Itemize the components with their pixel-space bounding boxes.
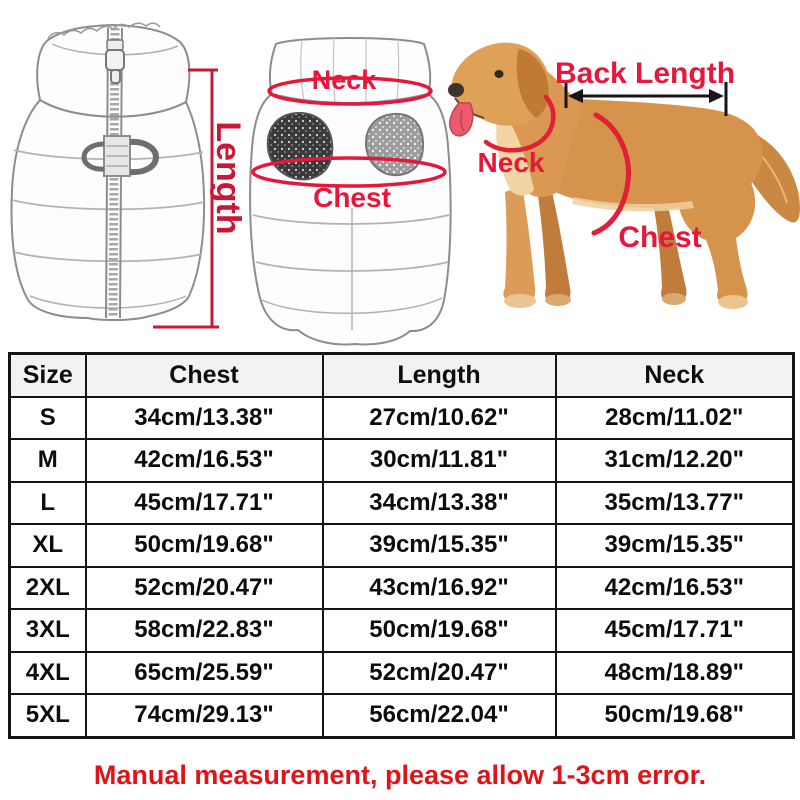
length-cell: 30cm/11.81": [323, 439, 556, 482]
neck-cell: 50cm/19.68": [556, 694, 794, 737]
chest-cell: 58cm/22.83": [86, 609, 323, 652]
neck-cell: 28cm/11.02": [556, 397, 794, 440]
armhole-right: [366, 114, 423, 175]
neck-cell: 35cm/13.77": [556, 482, 794, 525]
table-row: [10, 652, 794, 695]
col-neck: Neck: [556, 354, 794, 397]
col-chest: Chest: [86, 354, 323, 397]
vest-chest-label: Chest: [313, 182, 391, 213]
size-cell: S: [10, 397, 86, 440]
size-table: [8, 352, 795, 739]
size-cell: 2XL: [10, 567, 86, 610]
table-row: [10, 694, 794, 737]
size-cell: M: [10, 439, 86, 482]
table-row: [10, 439, 794, 482]
table-row: [10, 482, 794, 525]
neck-cell: 31cm/12.20": [556, 439, 794, 482]
length-cell: 52cm/20.47": [323, 652, 556, 695]
neck-cell: 39cm/15.35": [556, 524, 794, 567]
table-row: [10, 609, 794, 652]
table-row: [10, 524, 794, 567]
vest-back-illustration: [250, 38, 451, 344]
footer-note: Manual measurement, please allow 1-3cm error.: [93, 760, 707, 790]
chest-cell: 52cm/20.47": [86, 567, 323, 610]
length-cell: 56cm/22.04": [323, 694, 556, 737]
dog-neck-label: Neck: [477, 147, 545, 178]
vest-neck-label: Neck: [311, 65, 377, 95]
length-cell: 50cm/19.68": [323, 609, 556, 652]
dog-chest-label: Chest: [618, 221, 702, 254]
col-size: Size: [10, 354, 86, 397]
chest-cell: 50cm/19.68": [86, 524, 323, 567]
chest-cell: 42cm/16.53": [86, 439, 323, 482]
chest-cell: 34cm/13.38": [86, 397, 323, 440]
table-header-row: [10, 354, 794, 397]
measurement-diagram: [0, 0, 800, 350]
size-cell: 3XL: [10, 609, 86, 652]
length-label: Length: [209, 121, 248, 235]
size-cell: 5XL: [10, 694, 86, 737]
neck-cell: 48cm/18.89": [556, 652, 794, 695]
table-row: [10, 397, 794, 440]
neck-cell: 45cm/17.71": [556, 609, 794, 652]
dog-nose: [448, 83, 464, 97]
armhole-left: [268, 113, 333, 179]
chest-cell: 65cm/25.59": [86, 652, 323, 695]
length-cell: 43cm/16.92": [323, 567, 556, 610]
table-row: [10, 567, 794, 610]
col-length: Length: [323, 354, 556, 397]
chest-cell: 45cm/17.71": [86, 482, 323, 525]
dog-back-length-label: Back Length: [554, 57, 736, 90]
chest-cell: 74cm/29.13": [86, 694, 323, 737]
size-cell: XL: [10, 524, 86, 567]
length-cell: 34cm/13.38": [323, 482, 556, 525]
size-cell: 4XL: [10, 652, 86, 695]
length-cell: 27cm/10.62": [323, 397, 556, 440]
size-cell: L: [10, 482, 86, 525]
vest-front-illustration: [12, 23, 247, 327]
dog-eye: [495, 70, 504, 78]
neck-cell: 42cm/16.53": [556, 567, 794, 610]
dog-photo: [448, 43, 800, 309]
length-cell: 39cm/15.35": [323, 524, 556, 567]
